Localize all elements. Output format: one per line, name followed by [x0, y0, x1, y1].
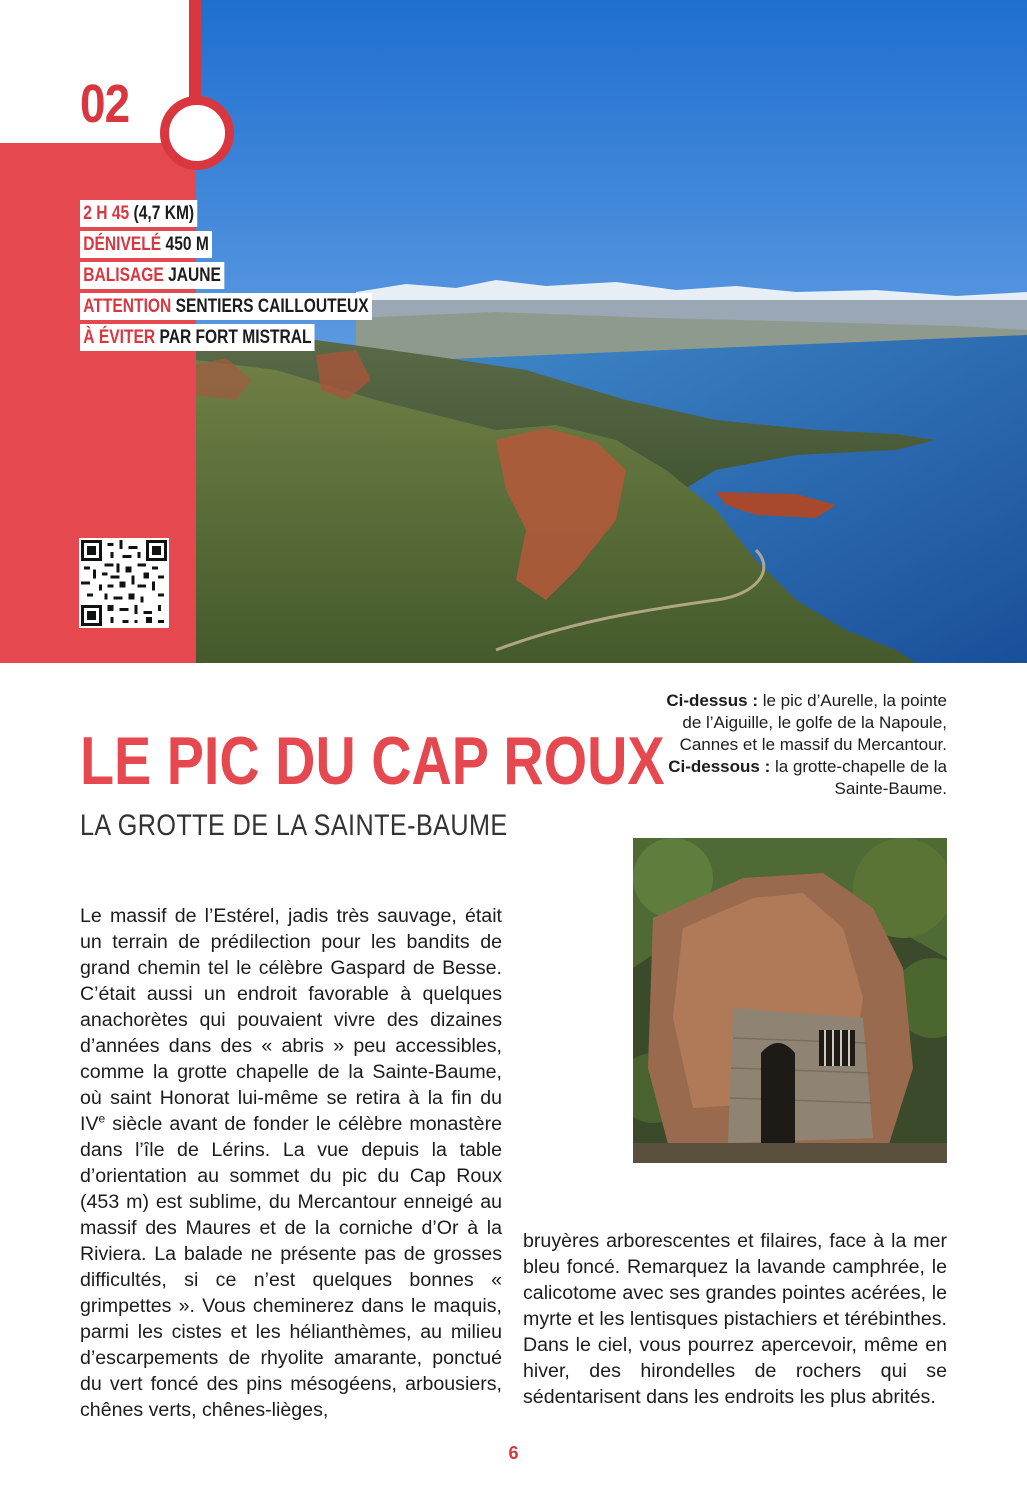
caption-above-label: Ci-dessus :: [666, 691, 758, 710]
info-avoid: À ÉVITER PAR FORT MISTRAL: [80, 324, 436, 351]
hero-section: [0, 0, 1027, 663]
info-waymarking: BALISAGE JAUNE: [80, 262, 436, 289]
caption-below-text: la grotte-chapelle de la Sainte-Baume.: [774, 757, 947, 798]
photo-caption: [647, 690, 947, 800]
info-duration: 2 H 45 (4,7 KM): [80, 200, 436, 227]
route-marker-icon: [160, 96, 234, 170]
page-number: 6: [508, 1443, 519, 1463]
caption-above-text: le pic d’Aurelle, la pointe de l’Aiguille, le golfe de la Napoule, Cannes et le massif du Mercantour.: [679, 691, 947, 754]
body-text-left-column: Le massif de l’Estérel, jadis très sauvage, était un terrain de prédilection pour les bandits de grand chemin tel le célèbre Gaspard de Besse. C’était aussi un endroit favorable à quelques anachorètes qui pouvaient vivre des dizaines d’années dans des « abris » peu accessibles, comme la grotte chapelle de la Sainte-Baume, où saint Honorat lui-même se retira à la fin du IVe siècle avant de fonder le célèbre monastère dans l’île de Lérins. La vue depuis la table d’orientation au sommet du pic du Cap Roux (453 m) est sublime, du Mercantour enneigé au massif des Maures et de la corniche d’Or à la Riviera. La balade ne présente pas de grosses difficultés, si ce n’est quelques bonnes « grimpettes ». Vous cheminerez dans le maquis, parmi les cistes et les hélianthèmes, au milieu d’escarpements de rhyolite amarante, ponctué du vert foncé des pins mésogéens, arbousiers, chênes verts, chênes-lièges,: [80, 905, 502, 1421]
caption-below-label: Ci-dessous :: [668, 757, 771, 776]
qr-code-icon[interactable]: [79, 538, 169, 628]
route-info-list: [80, 200, 436, 355]
info-elevation: DÉNIVELÉ 450 M: [80, 231, 436, 258]
info-warning: ATTENTION SENTIERS CAILLOUTEUX: [80, 293, 436, 320]
cave-chapel-photo: [633, 838, 947, 1163]
page-subtitle: LA GROTTE DE LA SAINTE-BAUME: [80, 809, 508, 842]
body-text-right-column: bruyères arborescentes et filaires, face à la mer bleu foncé. Remarquez la lavande camphrée, le calicotome avec ses grandes pointes acérées, le myrte et les lentisques pistachiers et térébinthes. Dans le ciel, vous pourrez apercevoir, même en hiver, des hirondelles de rochers qui se sédentarisent dans les endroits les plus abrités.: [523, 1230, 947, 1408]
route-number: 02: [80, 74, 130, 134]
page-title: LE PIC DU CAP ROUX: [80, 723, 665, 799]
